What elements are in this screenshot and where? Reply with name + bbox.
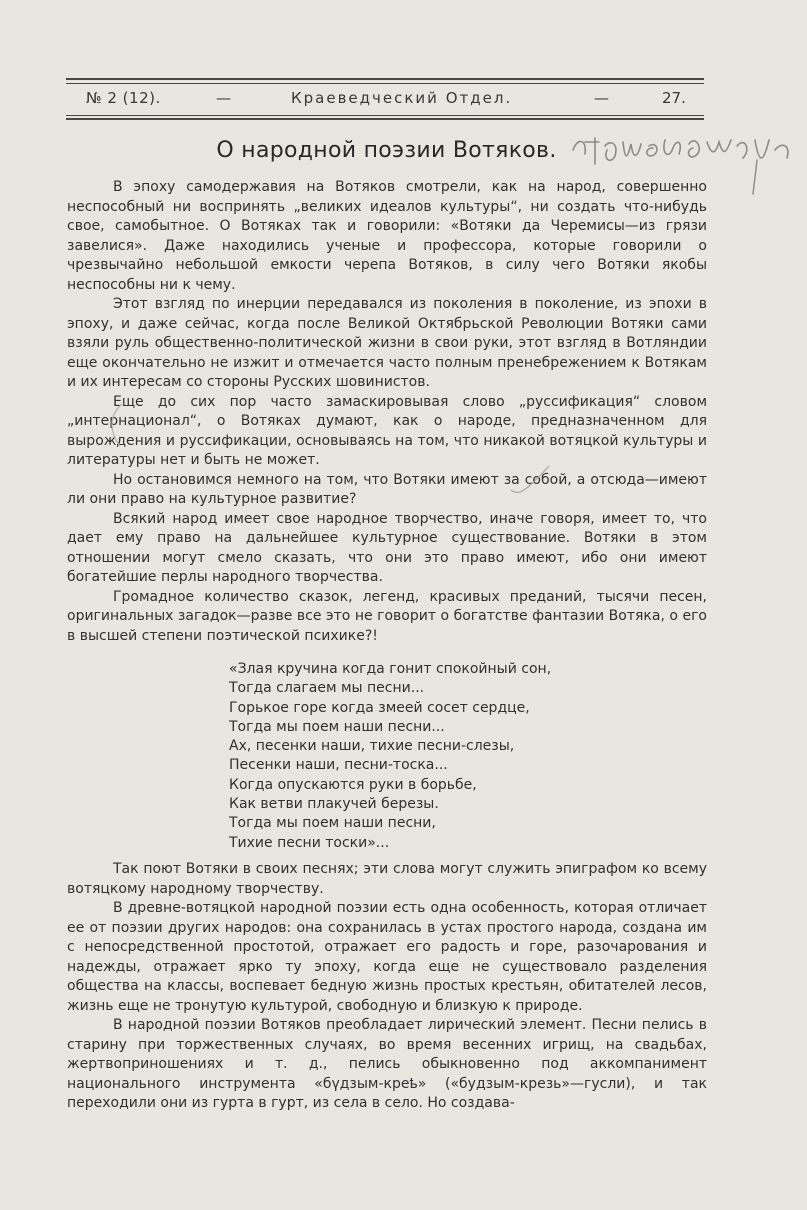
pencil-check-mark (505, 460, 555, 500)
poem-line: Тогда мы поем наши песни... (229, 718, 445, 735)
article-title-text: О народной поэзии Вотяков. (216, 138, 557, 163)
pencil-margin-mark (100, 400, 130, 450)
section-name: Краеведческий Отдел. (291, 89, 513, 107)
poem-line: «Злая кручина когда гонит спокойный сон, (229, 661, 552, 677)
poem-line: Тихие песни тоски»... (229, 834, 390, 851)
poem-line: Тогда мы поем наши песни, (229, 815, 436, 832)
running-header (86, 89, 686, 113)
poem-line: Тогда слагаем мы песни... (229, 680, 425, 697)
poem-line: Ах, песенки наши, тихие песни-слезы, (229, 738, 515, 755)
paragraph-1: В эпоху самодержавия на Вотяков смотрели, как на народ, совершенно неспособный ни воспринять „великих идеалов культуры“, ни создать что-нибудь свое, самобытное. О Вотяках так и говорили: «Вотяки да Черемисы—из грязи завелися». Даже находились ученые и профессора, которые говорили о чрезвычайно небольшой емкости черепа Вотяков, в силу чего Вотяки якобы неспособны ни к чему. (67, 179, 707, 293)
paragraph-2: Этот взгляд по инерции передавался из поколения в поколение, из эпохи в эпоху, и даже сейчас, когда после Великой Октябрьской Революции Вотяки сами взяли руль общественно-политической жизни в свои руки, этот взгляд в Вотляндии еще окончательно не изжит и отмечается часто полным пренебрежением к Вотякам и их интересам со стороны Русских шовинистов. (67, 296, 707, 390)
paragraph-6: Громадное количество сказок, легенд, красивых преданий, тысячи песен, оригинальных загадок—разве все это не говорит о богатстве фантазии Вотяка, о его в высшей степени поэтической психике?! (67, 588, 707, 644)
header-dash-left: — (216, 89, 231, 107)
paragraph-4: Но остановимся немного на том, что Вотяки имеют за собой, а отсюда—имеют ли они право на культурное развитие? (67, 471, 707, 507)
header-rule-top (66, 78, 704, 80)
poem-block (229, 660, 649, 853)
paragraph-8: В древне-вотяцкой народной поэзии есть одна особенность, которая отличает ее от поэзии других народов: она сохранилась в устах простого народа, создана им с непосредственной простотой, отражает его радость и горе, разочарования и надежды, отражает ярко ту эпоху, когда еще не существовало разделения общества на классы, воспевает бедную жизнь простых крестьян, обитателей лесов, жизнь еще не тронутую культурой, свободную и близкую к природе. (67, 900, 707, 1014)
header-rule-bottom-thin (66, 115, 704, 116)
poem-line: Песенки наши, песни-тоска... (229, 757, 448, 774)
article-body-part-2 (67, 860, 707, 1114)
header-dash-right: — (594, 89, 609, 107)
paragraph-9: В народной поэзии Вотяков преобладает лирический элемент. Песни пелись в старину при торжественных случаях, во время весенних игрищ, на свадьбах, жертвоприношениях и т. д., пелись обыкновенно под аккомпанимент национального инструмента «бүдзым-креҍ» («будзым-крезь»—гусли), и так переходили они из гурта в гурт, из села в село. Но создава- (67, 1017, 707, 1111)
header-rule-top-thin (66, 83, 704, 84)
article-body-part-1 (67, 178, 707, 646)
poem-line: Как ветви плакучей березы. (229, 796, 439, 813)
poem-line: Когда опускаются руки в борьбе, (229, 776, 477, 793)
issue-number: № 2 (12). (86, 89, 161, 107)
paragraph-7: Так поют Вотяки в своих песнях; эти слова могут служить эпиграфом ко всему вотяцкому народному творчеству. (67, 861, 707, 897)
paragraph-3: Еще до сих пор часто замаскировывая слово „руссификация“ словом „интернационал“, о Вотяках думают, как о народе, предназначенном для вырождения и руссификации, основываясь на том, что никакой вотяцкой культуры и литературы нет и быть не может. (67, 393, 707, 468)
paragraph-5: Всякий народ имеет свое народное творчество, иначе говоря, имеет то, что дает ему право на дальнейшее культурное существование. Вотяки в этом отношении могут смело сказать, что они это право имеют, ибо они имеют богатейшие перлы народного творчества. (67, 510, 707, 585)
page-number: 27. (662, 89, 686, 107)
poem-line: Горькое горе когда змеей сосет сердце, (229, 699, 530, 716)
